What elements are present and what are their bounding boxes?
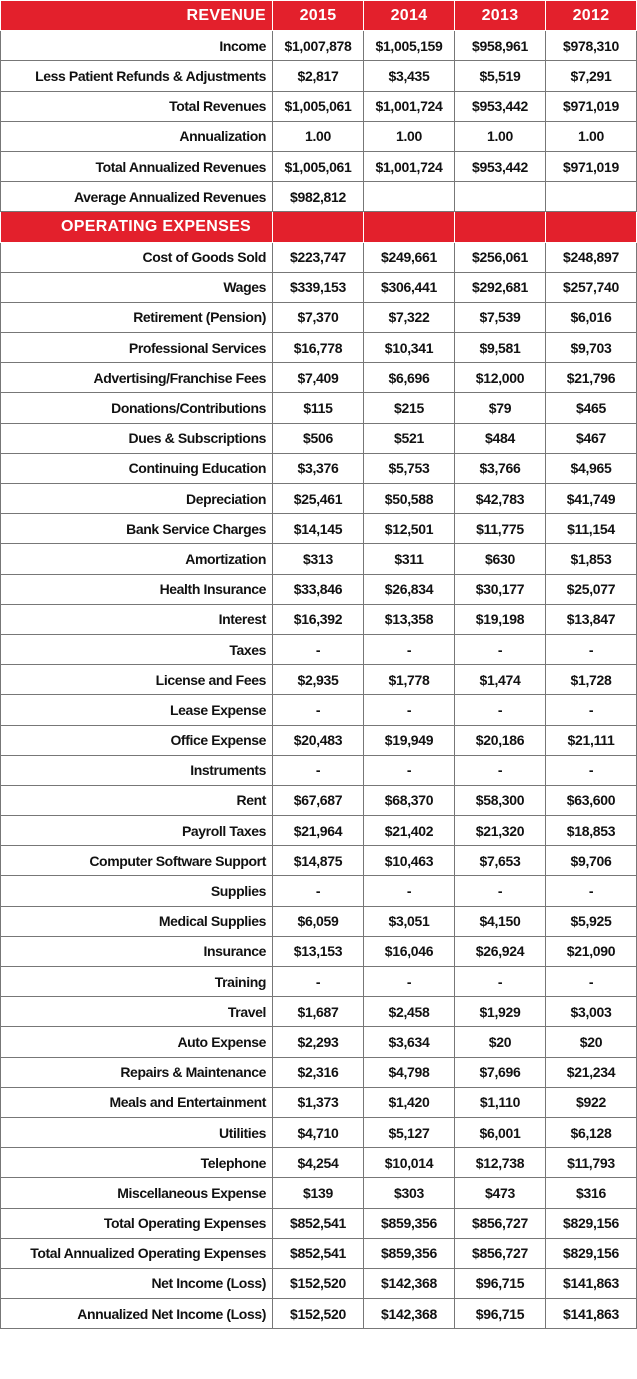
- cell-value-2013: $7,539: [455, 302, 546, 332]
- cell-value-2014: $859,356: [364, 1208, 455, 1238]
- cell-value-2015: -: [273, 876, 364, 906]
- cell-value-2013: $19,198: [455, 604, 546, 634]
- cell-value-2012: $141,863: [546, 1268, 637, 1298]
- cell-value-2014: $2,458: [364, 997, 455, 1027]
- cell-value-2015: $152,520: [273, 1299, 364, 1329]
- cell-value-2013: $58,300: [455, 785, 546, 815]
- revenue-section-title: REVENUE: [1, 1, 273, 31]
- table-row-net-income-loss: [1, 1268, 637, 1298]
- table-row-telephone: [1, 1148, 637, 1178]
- row-label: Rent: [1, 785, 273, 815]
- cell-value-2014: $1,420: [364, 1087, 455, 1117]
- cell-value-2013: $20: [455, 1027, 546, 1057]
- cell-value-2015: $7,409: [273, 363, 364, 393]
- table-row-supplies: [1, 876, 637, 906]
- row-label: Interest: [1, 604, 273, 634]
- table-row-insurance: [1, 936, 637, 966]
- cell-value-2015: $14,145: [273, 514, 364, 544]
- cell-value-2013: -: [455, 755, 546, 785]
- cell-value-2014: $3,051: [364, 906, 455, 936]
- cell-value-2013: -: [455, 876, 546, 906]
- cell-value-2015: $3,376: [273, 453, 364, 483]
- table-row-cost-of-goods-sold: [1, 242, 637, 272]
- cell-value-2012: $3,003: [546, 997, 637, 1027]
- cell-value-2012: $5,925: [546, 906, 637, 936]
- cell-value-2012: -: [546, 876, 637, 906]
- cell-value-2014: $26,834: [364, 574, 455, 604]
- cell-value-2015: $4,710: [273, 1117, 364, 1147]
- cell-value-2012: $978,310: [546, 31, 637, 61]
- row-label: Taxes: [1, 634, 273, 664]
- row-label: Total Revenues: [1, 91, 273, 121]
- cell-value-2012: $141,863: [546, 1299, 637, 1329]
- cell-value-2014: $21,402: [364, 816, 455, 846]
- row-label: Office Expense: [1, 725, 273, 755]
- cell-value-2015: -: [273, 634, 364, 664]
- cell-value-2012: $1,728: [546, 665, 637, 695]
- cell-value-2015: $2,935: [273, 665, 364, 695]
- row-label: Total Annualized Revenues: [1, 151, 273, 181]
- row-label: Travel: [1, 997, 273, 1027]
- cell-value-2012: 1.00: [546, 121, 637, 151]
- table-row-computer-software-support: [1, 846, 637, 876]
- cell-value-2012: $971,019: [546, 151, 637, 181]
- cell-value-2013: $473: [455, 1178, 546, 1208]
- cell-value-2015: $152,520: [273, 1268, 364, 1298]
- cell-value-2013: $12,000: [455, 363, 546, 393]
- cell-value-2013: $1,110: [455, 1087, 546, 1117]
- cell-value-2015: $223,747: [273, 242, 364, 272]
- row-label: Meals and Entertainment: [1, 1087, 273, 1117]
- cell-value-2014: $303: [364, 1178, 455, 1208]
- cell-value-2015: $16,778: [273, 333, 364, 363]
- cell-value-2015: $2,316: [273, 1057, 364, 1087]
- table-row-wages: [1, 272, 637, 302]
- year-header-2012: 2012: [546, 1, 637, 31]
- table-row-taxes: [1, 634, 637, 664]
- cell-value-2012: -: [546, 634, 637, 664]
- row-label: Payroll Taxes: [1, 816, 273, 846]
- header-empty-cell: [364, 212, 455, 242]
- cell-value-2015: $313: [273, 544, 364, 574]
- cell-value-2014: -: [364, 967, 455, 997]
- cell-value-2013: $484: [455, 423, 546, 453]
- table-row-retirement-pension: [1, 302, 637, 332]
- cell-value-2013: $42,783: [455, 484, 546, 514]
- cell-value-2012: $21,796: [546, 363, 637, 393]
- table-row-license-and-fees: [1, 665, 637, 695]
- cell-value-2012: $20: [546, 1027, 637, 1057]
- cell-value-2014: $1,778: [364, 665, 455, 695]
- table-row-total-annualized-operating-expenses: [1, 1238, 637, 1268]
- cell-value-2013: $6,001: [455, 1117, 546, 1147]
- row-label: Wages: [1, 272, 273, 302]
- table-row-meals-and-entertainment: [1, 1087, 637, 1117]
- cell-value-2013: $856,727: [455, 1208, 546, 1238]
- cell-value-2014: $4,798: [364, 1057, 455, 1087]
- table-row-travel: [1, 997, 637, 1027]
- cell-value-2015: $4,254: [273, 1148, 364, 1178]
- header-empty-cell: [273, 212, 364, 242]
- cell-value-2013: $21,320: [455, 816, 546, 846]
- cell-value-2014: $3,435: [364, 61, 455, 91]
- cell-value-2013: $11,775: [455, 514, 546, 544]
- cell-value-2014: $306,441: [364, 272, 455, 302]
- row-label: Advertising/Franchise Fees: [1, 363, 273, 393]
- row-label: Auto Expense: [1, 1027, 273, 1057]
- cell-value-2012: $922: [546, 1087, 637, 1117]
- cell-value-2014: $859,356: [364, 1238, 455, 1268]
- cell-value-2012: $7,291: [546, 61, 637, 91]
- cell-value-2012: $21,234: [546, 1057, 637, 1087]
- cell-value-2014: $10,014: [364, 1148, 455, 1178]
- cell-value-2014: $10,341: [364, 333, 455, 363]
- cell-value-2013: $7,653: [455, 846, 546, 876]
- cell-value-2014: $521: [364, 423, 455, 453]
- table-row-medical-supplies: [1, 906, 637, 936]
- table-row-health-insurance: [1, 574, 637, 604]
- cell-value-2014: $249,661: [364, 242, 455, 272]
- cell-value-2014: [364, 182, 455, 212]
- cell-value-2014: $1,001,724: [364, 151, 455, 181]
- cell-value-2014: -: [364, 695, 455, 725]
- table-row-amortization: [1, 544, 637, 574]
- cell-value-2012: -: [546, 755, 637, 785]
- cell-value-2012: [546, 182, 637, 212]
- row-label: Lease Expense: [1, 695, 273, 725]
- cell-value-2013: 1.00: [455, 121, 546, 151]
- cell-value-2015: $1,005,061: [273, 91, 364, 121]
- cell-value-2013: $9,581: [455, 333, 546, 363]
- cell-value-2012: $21,090: [546, 936, 637, 966]
- row-label: Dues & Subscriptions: [1, 423, 273, 453]
- cell-value-2014: $12,501: [364, 514, 455, 544]
- cell-value-2012: -: [546, 967, 637, 997]
- table-row-depreciation: [1, 484, 637, 514]
- table-row-donations-contributions: [1, 393, 637, 423]
- cell-value-2015: $33,846: [273, 574, 364, 604]
- table-row-less-patient-refunds-and-adjustments: [1, 61, 637, 91]
- cell-value-2014: $311: [364, 544, 455, 574]
- cell-value-2014: $142,368: [364, 1268, 455, 1298]
- row-label: Less Patient Refunds & Adjustments: [1, 61, 273, 91]
- cell-value-2012: $465: [546, 393, 637, 423]
- row-label: Miscellaneous Expense: [1, 1178, 273, 1208]
- cell-value-2015: $1,005,061: [273, 151, 364, 181]
- row-label: Annualization: [1, 121, 273, 151]
- row-label: License and Fees: [1, 665, 273, 695]
- cell-value-2015: $25,461: [273, 484, 364, 514]
- cell-value-2012: $18,853: [546, 816, 637, 846]
- cell-value-2013: $256,061: [455, 242, 546, 272]
- table-row-average-annualized-revenues: [1, 182, 637, 212]
- row-label: Net Income (Loss): [1, 1268, 273, 1298]
- table-row-lease-expense: [1, 695, 637, 725]
- cell-value-2013: -: [455, 967, 546, 997]
- cell-value-2012: $829,156: [546, 1238, 637, 1268]
- cell-value-2012: $467: [546, 423, 637, 453]
- cell-value-2013: $1,474: [455, 665, 546, 695]
- cell-value-2014: $1,005,159: [364, 31, 455, 61]
- table-row-bank-service-charges: [1, 514, 637, 544]
- table-row-training: [1, 967, 637, 997]
- operating-expenses-header-row: [1, 212, 637, 242]
- row-label: Retirement (Pension): [1, 302, 273, 332]
- row-label: Total Operating Expenses: [1, 1208, 273, 1238]
- cell-value-2013: $12,738: [455, 1148, 546, 1178]
- cell-value-2014: $68,370: [364, 785, 455, 815]
- cell-value-2015: $852,541: [273, 1238, 364, 1268]
- cell-value-2013: $79: [455, 393, 546, 423]
- cell-value-2013: $3,766: [455, 453, 546, 483]
- cell-value-2014: $6,696: [364, 363, 455, 393]
- cell-value-2015: $6,059: [273, 906, 364, 936]
- cell-value-2015: $139: [273, 1178, 364, 1208]
- row-label: Bank Service Charges: [1, 514, 273, 544]
- cell-value-2014: $5,127: [364, 1117, 455, 1147]
- table-row-income: [1, 31, 637, 61]
- row-label: Average Annualized Revenues: [1, 182, 273, 212]
- cell-value-2012: $11,793: [546, 1148, 637, 1178]
- row-label: Insurance: [1, 936, 273, 966]
- cell-value-2015: $16,392: [273, 604, 364, 634]
- table-row-total-annualized-revenues: [1, 151, 637, 181]
- operating-expenses-section-title: OPERATING EXPENSES: [1, 212, 273, 242]
- cell-value-2012: $971,019: [546, 91, 637, 121]
- table-row-annualized-net-income-loss: [1, 1299, 637, 1329]
- cell-value-2013: $4,150: [455, 906, 546, 936]
- cell-value-2013: $30,177: [455, 574, 546, 604]
- row-label: Computer Software Support: [1, 846, 273, 876]
- table-row-professional-services: [1, 333, 637, 363]
- row-label: Utilities: [1, 1117, 273, 1147]
- cell-value-2014: $215: [364, 393, 455, 423]
- row-label: Professional Services: [1, 333, 273, 363]
- cell-value-2015: 1.00: [273, 121, 364, 151]
- cell-value-2012: $25,077: [546, 574, 637, 604]
- cell-value-2014: $3,634: [364, 1027, 455, 1057]
- row-label: Telephone: [1, 1148, 273, 1178]
- cell-value-2013: [455, 182, 546, 212]
- cell-value-2012: $829,156: [546, 1208, 637, 1238]
- cell-value-2012: $316: [546, 1178, 637, 1208]
- cell-value-2015: $115: [273, 393, 364, 423]
- row-label: Repairs & Maintenance: [1, 1057, 273, 1087]
- cell-value-2012: $13,847: [546, 604, 637, 634]
- cell-value-2013: $953,442: [455, 151, 546, 181]
- table-row-utilities: [1, 1117, 637, 1147]
- table-row-repairs-and-maintenance: [1, 1057, 637, 1087]
- cell-value-2013: -: [455, 695, 546, 725]
- cell-value-2015: -: [273, 695, 364, 725]
- cell-value-2012: $257,740: [546, 272, 637, 302]
- cell-value-2015: $2,817: [273, 61, 364, 91]
- cell-value-2015: $1,373: [273, 1087, 364, 1117]
- cell-value-2013: $958,961: [455, 31, 546, 61]
- financial-table-body: [1, 1, 637, 1329]
- cell-value-2014: $16,046: [364, 936, 455, 966]
- cell-value-2015: $14,875: [273, 846, 364, 876]
- cell-value-2014: $7,322: [364, 302, 455, 332]
- table-row-total-revenues: [1, 91, 637, 121]
- cell-value-2014: $1,001,724: [364, 91, 455, 121]
- cell-value-2013: $1,929: [455, 997, 546, 1027]
- table-row-annualization: [1, 121, 637, 151]
- table-row-payroll-taxes: [1, 816, 637, 846]
- row-label: Depreciation: [1, 484, 273, 514]
- cell-value-2012: $4,965: [546, 453, 637, 483]
- table-row-dues-and-subscriptions: [1, 423, 637, 453]
- row-label: Cost of Goods Sold: [1, 242, 273, 272]
- cell-value-2013: $953,442: [455, 91, 546, 121]
- cell-value-2015: $852,541: [273, 1208, 364, 1238]
- cell-value-2014: $13,358: [364, 604, 455, 634]
- cell-value-2014: -: [364, 876, 455, 906]
- cell-value-2014: $19,949: [364, 725, 455, 755]
- cell-value-2015: -: [273, 755, 364, 785]
- year-header-2015: 2015: [273, 1, 364, 31]
- cell-value-2014: -: [364, 634, 455, 664]
- cell-value-2015: $7,370: [273, 302, 364, 332]
- row-label: Total Annualized Operating Expenses: [1, 1238, 273, 1268]
- table-row-total-operating-expenses: [1, 1208, 637, 1238]
- cell-value-2014: $142,368: [364, 1299, 455, 1329]
- table-row-instruments: [1, 755, 637, 785]
- cell-value-2015: $1,687: [273, 997, 364, 1027]
- cell-value-2012: $1,853: [546, 544, 637, 574]
- cell-value-2013: $856,727: [455, 1238, 546, 1268]
- cell-value-2013: -: [455, 634, 546, 664]
- row-label: Instruments: [1, 755, 273, 785]
- cell-value-2015: $1,007,878: [273, 31, 364, 61]
- cell-value-2014: $50,588: [364, 484, 455, 514]
- header-empty-cell: [455, 212, 546, 242]
- cell-value-2014: -: [364, 755, 455, 785]
- cell-value-2014: $5,753: [364, 453, 455, 483]
- cell-value-2013: $20,186: [455, 725, 546, 755]
- row-label: Medical Supplies: [1, 906, 273, 936]
- cell-value-2012: $63,600: [546, 785, 637, 815]
- year-header-2013: 2013: [455, 1, 546, 31]
- cell-value-2012: $9,706: [546, 846, 637, 876]
- header-empty-cell: [546, 212, 637, 242]
- cell-value-2015: $339,153: [273, 272, 364, 302]
- cell-value-2013: $96,715: [455, 1268, 546, 1298]
- cell-value-2015: $20,483: [273, 725, 364, 755]
- cell-value-2015: $2,293: [273, 1027, 364, 1057]
- cell-value-2014: 1.00: [364, 121, 455, 151]
- table-row-auto-expense: [1, 1027, 637, 1057]
- cell-value-2012: -: [546, 695, 637, 725]
- cell-value-2012: $6,016: [546, 302, 637, 332]
- cell-value-2012: $9,703: [546, 333, 637, 363]
- row-label: Supplies: [1, 876, 273, 906]
- row-label: Training: [1, 967, 273, 997]
- cell-value-2013: $292,681: [455, 272, 546, 302]
- revenue-header-row: [1, 1, 637, 31]
- cell-value-2013: $26,924: [455, 936, 546, 966]
- row-label: Annualized Net Income (Loss): [1, 1299, 273, 1329]
- cell-value-2015: $13,153: [273, 936, 364, 966]
- row-label: Continuing Education: [1, 453, 273, 483]
- cell-value-2014: $10,463: [364, 846, 455, 876]
- table-row-office-expense: [1, 725, 637, 755]
- cell-value-2015: -: [273, 967, 364, 997]
- cell-value-2015: $506: [273, 423, 364, 453]
- row-label: Income: [1, 31, 273, 61]
- row-label: Amortization: [1, 544, 273, 574]
- cell-value-2012: $21,111: [546, 725, 637, 755]
- row-label: Donations/Contributions: [1, 393, 273, 423]
- cell-value-2012: $248,897: [546, 242, 637, 272]
- table-row-advertising-franchise-fees: [1, 363, 637, 393]
- cell-value-2015: $67,687: [273, 785, 364, 815]
- cell-value-2013: $96,715: [455, 1299, 546, 1329]
- table-row-continuing-education: [1, 453, 637, 483]
- table-row-rent: [1, 785, 637, 815]
- cell-value-2013: $5,519: [455, 61, 546, 91]
- year-header-2014: 2014: [364, 1, 455, 31]
- cell-value-2013: $7,696: [455, 1057, 546, 1087]
- table-row-interest: [1, 604, 637, 634]
- cell-value-2012: $11,154: [546, 514, 637, 544]
- cell-value-2015: $21,964: [273, 816, 364, 846]
- cell-value-2013: $630: [455, 544, 546, 574]
- cell-value-2012: $6,128: [546, 1117, 637, 1147]
- row-label: Health Insurance: [1, 574, 273, 604]
- cell-value-2015: $982,812: [273, 182, 364, 212]
- table-row-miscellaneous-expense: [1, 1178, 637, 1208]
- cell-value-2012: $41,749: [546, 484, 637, 514]
